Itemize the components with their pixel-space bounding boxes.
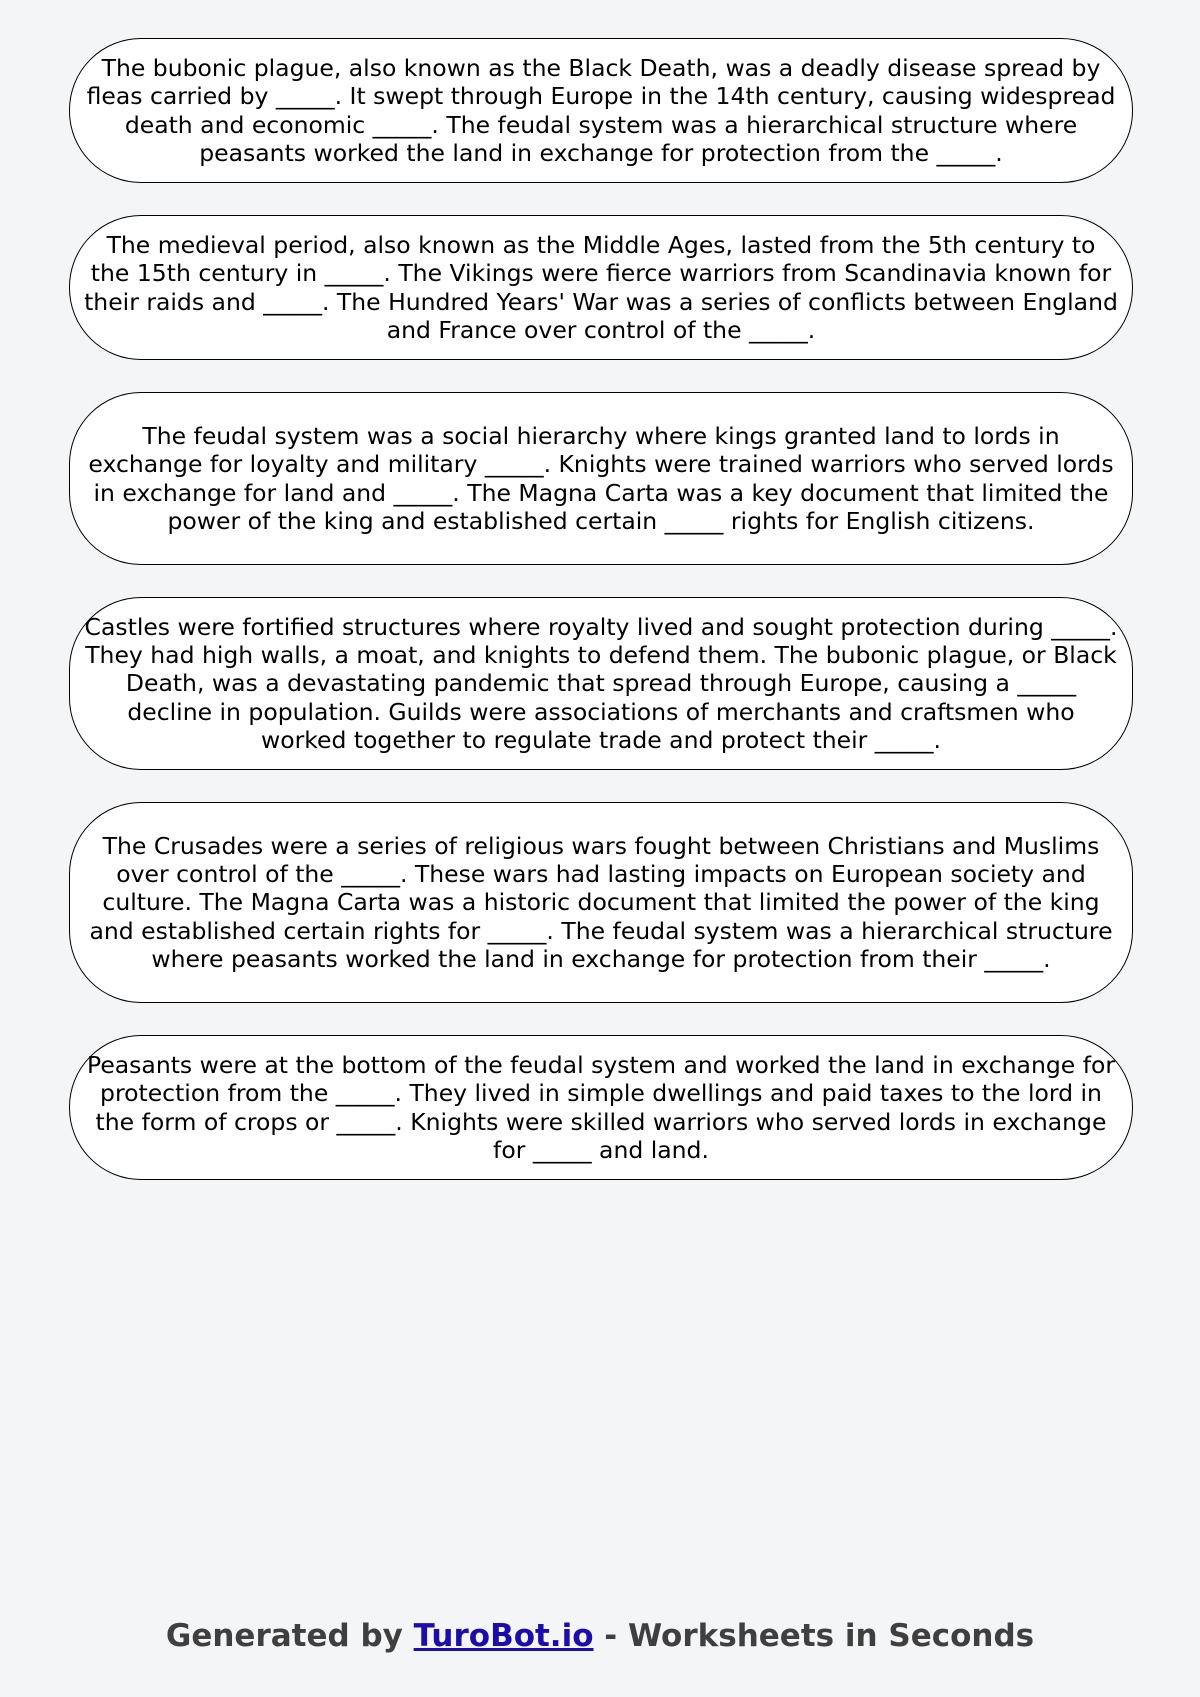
passage-box xyxy=(69,215,1133,360)
passage-box xyxy=(69,38,1133,183)
passage-text: The feudal system was a social hierarchy where kings granted land to lords in exchange for loyalty and military _____. Knights were trained warriors who served lords in exchange for land and _____. The Magna Carta was a key document that limited the power of the king and established certain _____ rights for English citizens. xyxy=(88,422,1114,535)
passage-text: The Crusades were a series of religious wars fought between Christians and Muslims over control of the _____. These wars had lasting impacts on European society and culture. The Magna Carta was a historic document that limited the power of the king and established certain rights for _____. The feudal system was a hierarchical structure where peasants worked the land in exchange for protection from their _____. xyxy=(89,831,1113,973)
footer-credit xyxy=(0,1618,1200,1654)
passage-box xyxy=(69,802,1133,1003)
passage-text: The medieval period, also known as the Middle Ages, lasted from the 5th century to the 15th century in _____. The Vikings were fierce warriors from Scandinavia known for their raids and _____. The Hundred Years' War was a series of conflicts between England and France over control of the _____. xyxy=(84,231,1118,344)
passage-list xyxy=(69,38,1133,1212)
passage-text: The bubonic plague, also known as the Black Death, was a deadly disease spread by fleas carried by _____. It swept through Europe in the 14th century, causing widespread death and economic _____. The feudal system was a hierarchical structure where peasants worked the land in exchange for protection from the _____. xyxy=(86,54,1116,167)
footer-prefix: Generated by xyxy=(165,1618,414,1654)
passage-box xyxy=(69,392,1133,565)
footer-suffix: - Worksheets in Seconds xyxy=(593,1618,1035,1654)
turobot-link[interactable]: TuroBot.io xyxy=(413,1618,594,1654)
passage-box xyxy=(69,1035,1133,1180)
passage-box xyxy=(69,597,1133,770)
passage-text: Peasants were at the bottom of the feudal system and worked the land in exchange for protection from the _____. They lived in simple dwellings and paid taxes to the lord in the form of crops or _____. Knights were skilled warriors who served lords in exchange for _____ and land. xyxy=(86,1051,1116,1164)
passage-text: Castles were fortified structures where royalty lived and sought protection during _____. They had high walls, a moat, and knights to defend them. The bubonic plague, or Black Death, was a devastating pandemic that spread through Europe, causing a _____ decline in population. Guilds were associations of merchants and craftsmen who worked together to regulate trade and protect their _____. xyxy=(84,612,1118,754)
